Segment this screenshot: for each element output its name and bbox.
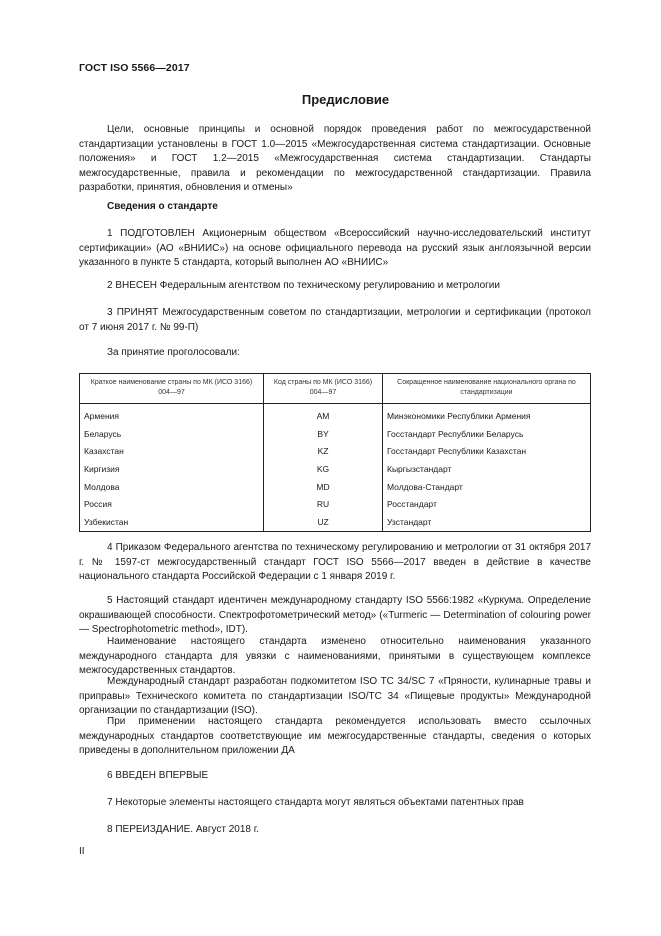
table-cell-code: KG [264,460,383,478]
item-1: 1 ПОДГОТОВЛЕН Акционерным обществом «Всероссийский научно-исследовательский институт сертификации» (АО «ВНИИС») на основе официального перевода на русский язык англоязычной версии указанного в пункте 5 стандарта, который выполнен АО «ВНИИС» [79,228,591,269]
page-title: Предисловие [301,92,390,107]
item-5-paragraph-3: Международный стандарт разработан подкомитетом ISO TC 34/SC 7 «Пряности, кулинарные травы и приправы» Технического комитета по стандартизации ISO/TC 34 «Пищевые продукты» Международной организации по стандартизации (ISO). [79,676,591,717]
table-row [80,495,591,513]
table-cell-body: Узстандарт [383,513,591,531]
table-header-row [80,374,591,404]
table-cell-code: BY [264,425,383,443]
item-2: 2 ВНЕСЕН Федеральным агентством по техническому регулированию и метрологии [107,280,500,291]
table-cell-body: Росстандарт [383,495,591,513]
table-cell-country: Узбекистан [80,513,264,531]
item-5-paragraph-1: 5 Настоящий стандарт идентичен международному стандарту ISO 5566:1982 «Куркума. Определение окрашивающей способности. Спектрофотометрический метод» («Turmeric — Determination of colouring power — Spectrophotometric method», IDT). [79,595,591,636]
info-heading: Сведения о стандарте [107,201,218,212]
table-cell-country: Киргизия [80,460,264,478]
table-row [80,513,591,531]
table-header-country: Краткое наименование страны по МК (ИСО 3166) 004—97 [80,374,264,404]
table-cell-code: KZ [264,443,383,461]
table-cell-body: Молдова-Стандарт [383,478,591,496]
table-row [80,443,591,461]
item-8: 8 ПЕРЕИЗДАНИЕ. Август 2018 г. [107,824,259,835]
table-cell-code: UZ [264,513,383,531]
table-cell-country: Россия [80,495,264,513]
item-4: 4 Приказом Федерального агентства по техническому регулированию и метрологии от 31 октября 2017 г. № 1597-ст межгосударственный стандарт ГОСТ ISO 5566—2017 введен в действие в качестве национального стандарта Российской Федерации с 1 января 2019 г. [79,542,591,583]
document-code: ГОСТ ISO 5566—2017 [79,62,190,74]
item-5-paragraph-4: При применении настоящего стандарта рекомендуется использовать вместо ссылочных международных стандартов соответствующие им межгосударственные стандарты, сведения о которых приведены в дополнительном приложении ДА [79,716,591,757]
table-header-code: Код страны по МК (ИСО 3166) 004—97 [264,374,383,404]
table-cell-code: MD [264,478,383,496]
table-row [80,478,591,496]
table-row [80,425,591,443]
table-cell-body: Госстандарт Республики Беларусь [383,425,591,443]
item-3: 3 ПРИНЯТ Межгосударственным советом по стандартизации, метрологии и сертификации (протокол от 7 июня 2017 г. № 99-П) [79,307,591,333]
table-row [80,460,591,478]
table-cell-body: Кыргызстандарт [383,460,591,478]
intro-paragraph: Цели, основные принципы и основной порядок проведения работ по межгосударственной стандартизации установлены в ГОСТ 1.0—2015 «Межгосударственная система стандартизации. Основные положения» и ГОСТ 1.2—2015 «Межгосударственная система стандартизации. Стандарты межгосударственные, правила и рекомендации по межгосударственной стандартизации. Правила разработки, принятия, обновления и отмены» [79,124,591,194]
item-5-paragraph-2: Наименование настоящего стандарта изменено относительно наименования указанного международного стандарта для увязки с наименованиями, принятыми в существующем комплексе межгосударственных стандартов. [79,636,591,677]
table-header-body: Сокращенное наименование национального органа по стандартизации [383,374,591,404]
table-row [80,408,591,426]
voted-label: За принятие проголосовали: [107,347,240,358]
table-cell-country: Беларусь [80,425,264,443]
item-6: 6 ВВЕДЕН ВПЕРВЫЕ [107,770,209,781]
page-number: II [79,846,85,857]
table-cell-country: Армения [80,408,264,426]
table-cell-country: Казахстан [80,443,264,461]
table-cell-country: Молдова [80,478,264,496]
table-cell-code: RU [264,495,383,513]
table-cell-body: Госстандарт Республики Казахстан [383,443,591,461]
states-table [79,373,591,532]
table-cell-body: Минэкономики Республики Армения [383,408,591,426]
item-7: 7 Некоторые элементы настоящего стандарта могут являться объектами патентных прав [107,797,524,808]
table-cell-code: AM [264,408,383,426]
